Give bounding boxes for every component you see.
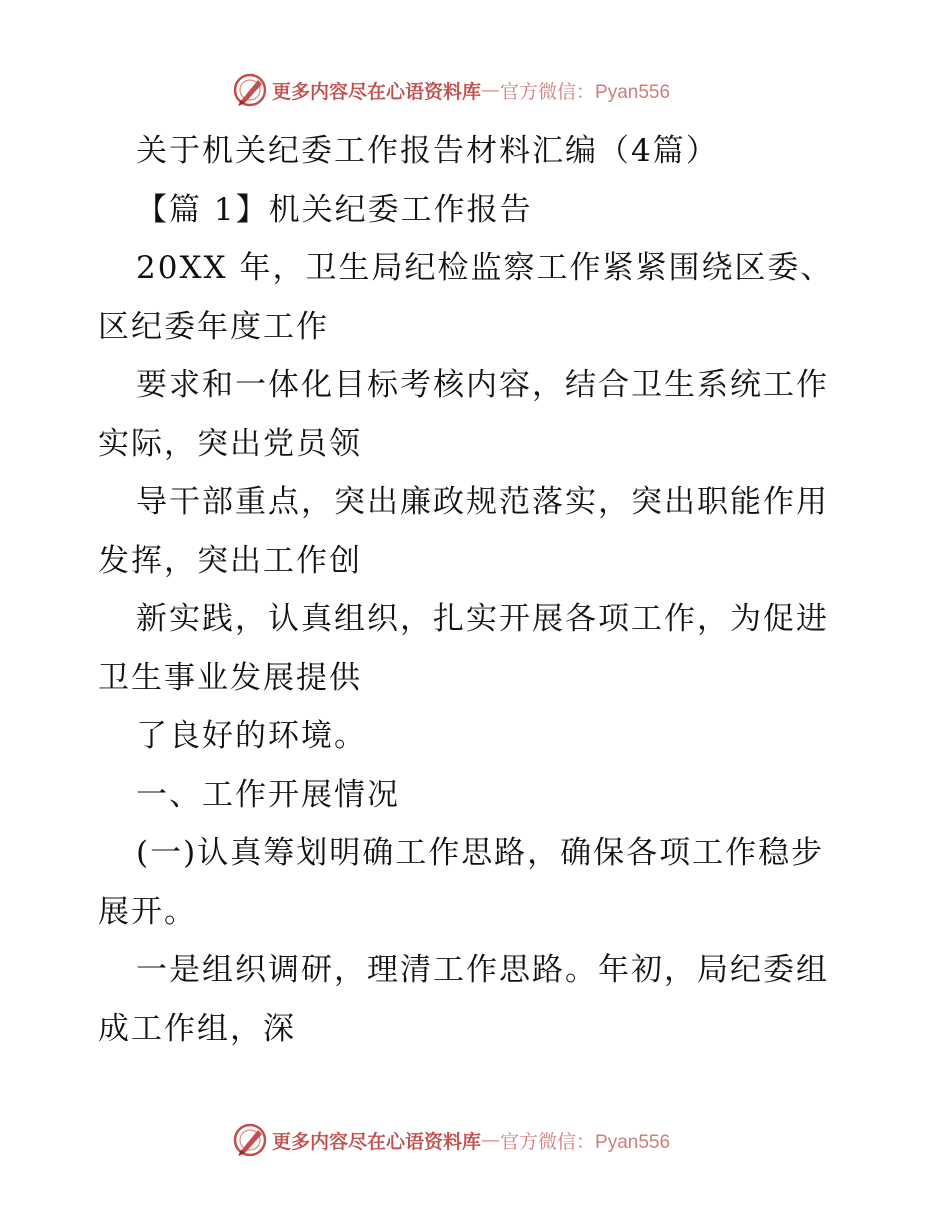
banner-slogan: 更多内容尽在心语资料库 (272, 1130, 482, 1153)
pen-logo-icon (232, 1122, 268, 1158)
paragraph-line: 实际，突出党员领 (98, 425, 362, 462)
subsection-heading: 一、工作开展情况 (136, 776, 400, 813)
footer-banner (232, 1120, 712, 1160)
paragraph-line: (一)认真筹划明确工作思路，确保各项工作稳步 (136, 835, 825, 871)
section-heading: 【篇 1】机关纪委工作报告 (136, 191, 533, 228)
banner-separator: — (481, 1129, 501, 1151)
header-banner (232, 70, 712, 110)
document-body (98, 122, 868, 1058)
paragraph-line: 导干部重点，突出廉政规范落实，突出职能作用 (136, 484, 829, 520)
paragraph-line: 区纪委年度工作 (98, 308, 329, 345)
document-title: 关于机关纪委工作报告材料汇编（4篇） (136, 133, 719, 169)
banner-separator: — (481, 79, 501, 101)
paragraph-line: 卫生事业发展提供 (98, 659, 362, 696)
paragraph-line: 新实践，认真组织，扎实开展各项工作，为促进 (136, 601, 829, 637)
paragraph-line: 20XX 年，卫生局纪检监察工作紧紧围绕区委、 (136, 250, 834, 286)
paragraph-line: 一是组织调研，理清工作思路。年初，局纪委组 (136, 952, 829, 988)
pen-logo-icon (232, 72, 268, 108)
paragraph-line: 发挥，突出工作创 (98, 542, 362, 579)
banner-contact: 官方微信：Pyan556 (500, 1131, 671, 1153)
banner-contact: 官方微信：Pyan556 (500, 81, 671, 103)
paragraph-line: 展开。 (98, 893, 197, 930)
paragraph-line: 要求和一体化目标考核内容，结合卫生系统工作 (136, 367, 829, 403)
paragraph-line: 成工作组，深 (98, 1010, 296, 1047)
paragraph-line: 了良好的环境。 (136, 718, 367, 754)
banner-slogan: 更多内容尽在心语资料库 (272, 80, 482, 103)
